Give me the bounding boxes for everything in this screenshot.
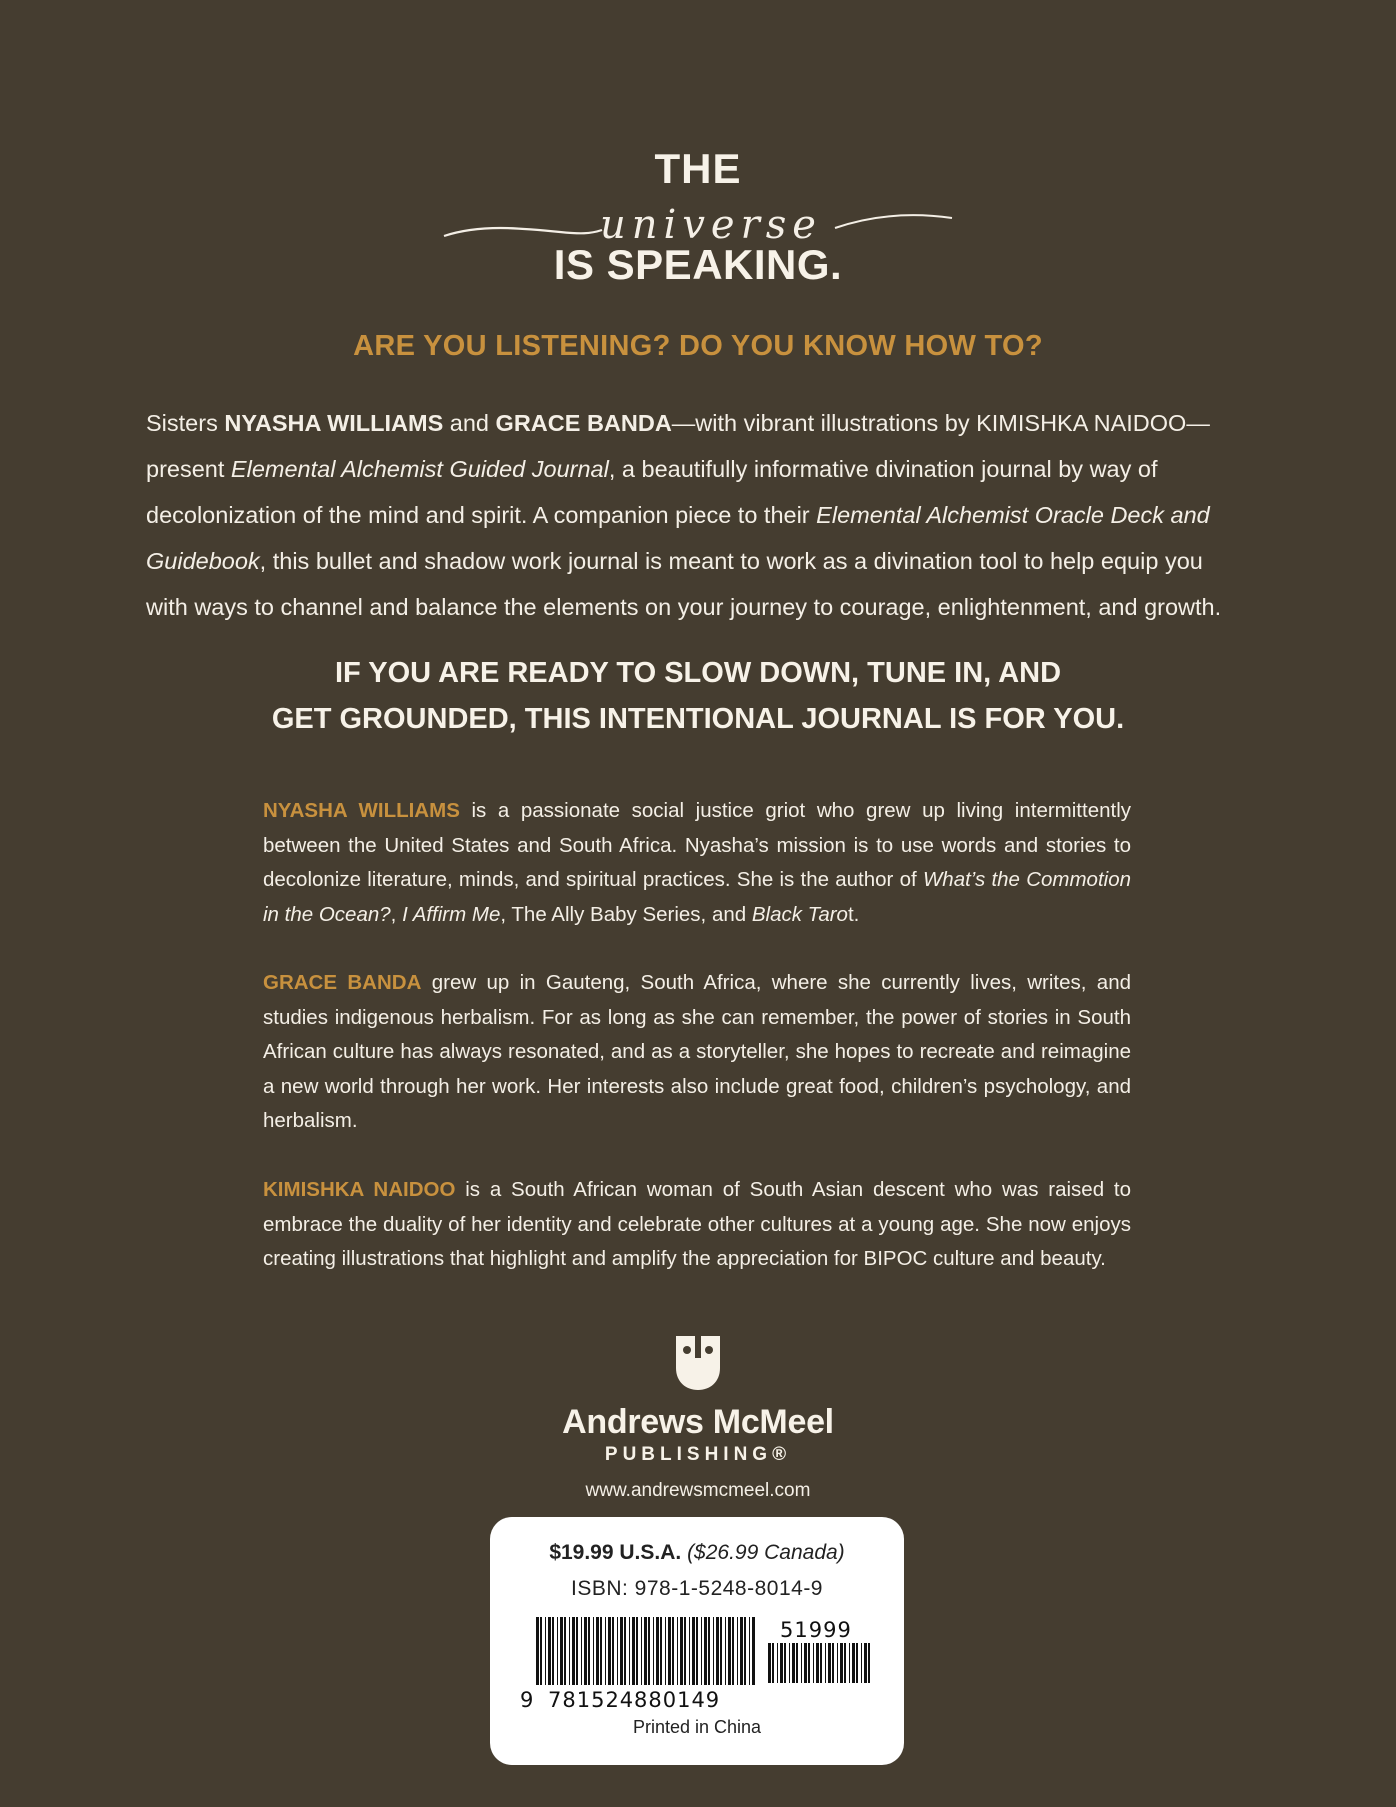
barcode-bar bbox=[668, 1617, 671, 1685]
price: $19.99 U.S.A. ($26.99 Canada) bbox=[549, 1541, 845, 1564]
barcode-bar bbox=[653, 1617, 654, 1685]
publisher-logo-icon bbox=[674, 1334, 722, 1392]
barcode-bar bbox=[832, 1643, 834, 1683]
barcode-bar bbox=[713, 1617, 714, 1685]
barcode-bar bbox=[636, 1617, 638, 1685]
barcode bbox=[490, 1615, 904, 1711]
barcode-digits-left: 781524 bbox=[548, 1688, 635, 1711]
barcode-bar bbox=[584, 1617, 587, 1685]
barcode-bar bbox=[600, 1617, 602, 1685]
title-line-the: THE bbox=[654, 145, 742, 192]
barcode-addon-digits: 51999 bbox=[780, 1618, 852, 1642]
barcode-bar bbox=[629, 1617, 630, 1685]
barcode-bar bbox=[777, 1643, 778, 1683]
title-line-speaking: IS SPEAKING. bbox=[553, 241, 843, 288]
bio-nyasha: NYASHA WILLIAMS is a passionate social justice griot who grew up living intermittently between the United States and South Africa. Nyasha’s mission is to use words and stories to decolonize literature, minds, and spiritual practices. She is the author of What’s the Commotion in the Ocean?, I Affirm Me, The Ally Baby Series, and Black Tarot. bbox=[263, 799, 1132, 926]
bio-kimishka: KIMISHKA NAIDOO is a South African woman of South Asian descent who was raised to embrace the duality of her identity and celebrate other cultures at a young age. She now enjoys creating illustrations that highlight and amplify the appreciation for BIPOC culture and beauty. bbox=[263, 1178, 1132, 1270]
barcode-bar bbox=[660, 1617, 662, 1685]
barcode-bar bbox=[552, 1617, 554, 1685]
barcode-bar bbox=[596, 1617, 599, 1685]
author-name: NYASHA WILLIAMS bbox=[224, 410, 444, 436]
barcode-bar bbox=[789, 1643, 790, 1683]
barcode-bar bbox=[620, 1617, 623, 1685]
barcode-bar bbox=[648, 1617, 650, 1685]
isbn: ISBN: 978-1-5248-8014-9 bbox=[571, 1577, 823, 1600]
barcode-bar bbox=[569, 1617, 570, 1685]
book-title: Elemental Alchemist Oracle Deck and Guidebook bbox=[146, 502, 1210, 574]
barcode-bar bbox=[665, 1617, 666, 1685]
barcode-bar bbox=[708, 1617, 710, 1685]
book-title: Elemental Alchemist Guided Journal bbox=[230, 456, 609, 482]
barcode-bar bbox=[801, 1643, 802, 1683]
barcode-bar bbox=[804, 1643, 807, 1683]
author-name: GRACE BANDA bbox=[495, 410, 672, 436]
barcode-bar bbox=[581, 1617, 582, 1685]
barcode-bar bbox=[837, 1643, 838, 1683]
barcode-digit-first: 9 bbox=[520, 1688, 534, 1711]
barcode-bar bbox=[861, 1643, 862, 1683]
barcode-bar bbox=[716, 1617, 719, 1685]
barcode-bar bbox=[740, 1617, 743, 1685]
barcode-bar bbox=[545, 1617, 546, 1685]
barcode-bar bbox=[576, 1617, 578, 1685]
barcode-bar bbox=[840, 1643, 843, 1683]
barcode-bar bbox=[849, 1643, 850, 1683]
script-flourish bbox=[0, 194, 1396, 256]
barcode-bar bbox=[844, 1643, 846, 1683]
barcode-bar bbox=[536, 1617, 539, 1685]
barcode-bars bbox=[536, 1617, 755, 1685]
barcode-bar bbox=[704, 1617, 707, 1685]
barcode-bar bbox=[701, 1617, 702, 1685]
barcode-bar bbox=[796, 1643, 798, 1683]
barcode-bar bbox=[608, 1617, 611, 1685]
publisher-name: Andrews McMeel bbox=[562, 1403, 834, 1441]
script-word: universe bbox=[600, 202, 822, 248]
barcode-bar bbox=[605, 1617, 606, 1685]
barcode-bar bbox=[548, 1617, 551, 1685]
barcode-bar bbox=[632, 1617, 635, 1685]
barcode-bar bbox=[828, 1643, 831, 1683]
barcode-bar bbox=[644, 1617, 647, 1685]
publisher-url[interactable]: www.andrewsmcmeel.com bbox=[585, 1480, 811, 1501]
barcode-bar bbox=[732, 1617, 734, 1685]
barcode-bar bbox=[641, 1617, 642, 1685]
barcode-bar bbox=[720, 1617, 722, 1685]
barcode-bar bbox=[752, 1617, 755, 1685]
barcode-bar bbox=[816, 1643, 819, 1683]
barcode-bar bbox=[624, 1617, 626, 1685]
barcode-bar bbox=[588, 1617, 590, 1685]
barcode-bar bbox=[749, 1617, 750, 1685]
title-block bbox=[0, 145, 1396, 288]
publisher-subtitle: PUBLISHING® bbox=[604, 1444, 792, 1465]
barcode-bar bbox=[737, 1617, 738, 1685]
barcode-bar bbox=[692, 1617, 695, 1685]
barcode-bar bbox=[868, 1643, 870, 1683]
barcode-sticker bbox=[490, 1517, 904, 1765]
bio-name: GRACE BANDA bbox=[263, 971, 422, 994]
script-universe-lettering bbox=[440, 194, 960, 256]
publisher-block bbox=[0, 1334, 1396, 1502]
barcode-bar bbox=[593, 1617, 594, 1685]
barcode-bar bbox=[780, 1643, 783, 1683]
barcode-bar bbox=[825, 1643, 826, 1683]
callout-statement: IF YOU ARE READY TO SLOW DOWN, TUNE IN, AND GET GROUNDED, THIS INTENTIONAL JOURNAL IS FOR YOU. bbox=[271, 657, 1125, 735]
barcode-bar bbox=[540, 1617, 542, 1685]
barcode-bar bbox=[684, 1617, 686, 1685]
barcode-bar bbox=[768, 1643, 771, 1683]
tagline-question: ARE YOU LISTENING? DO YOU KNOW HOW TO? bbox=[353, 330, 1043, 362]
barcode-digits-right: 880149 bbox=[634, 1688, 721, 1711]
barcode-bar bbox=[808, 1643, 810, 1683]
bio-name: KIMISHKA NAIDOO bbox=[263, 1178, 456, 1201]
barcode-bar bbox=[677, 1617, 678, 1685]
barcode-bar bbox=[784, 1643, 786, 1683]
barcode-bar bbox=[864, 1643, 867, 1683]
barcode-bar bbox=[557, 1617, 558, 1685]
intro-paragraph: Sisters NYASHA WILLIAMS and GRACE BANDA—with vibrant illustrations by KIMISHKA NAIDOO—present Elemental Alchemist Guided Journal, a beautifully informative divination journal by way of decolonization of the mind and spirit. A companion piece to their Elemental Alchemist Oracle Deck and Guidebook, this bullet and shadow work journal is meant to work as a divination tool to help equip you with ways to channel and balance the elements on your journey to courage, enlightenment, and growth. bbox=[146, 410, 1222, 620]
barcode-bar bbox=[617, 1617, 618, 1685]
barcode-bar bbox=[856, 1643, 858, 1683]
barcode-bar bbox=[680, 1617, 683, 1685]
barcode-bar bbox=[744, 1617, 746, 1685]
barcode-bar bbox=[820, 1643, 822, 1683]
barcode-bar bbox=[572, 1617, 575, 1685]
barcode-bar bbox=[656, 1617, 659, 1685]
barcode-bar bbox=[689, 1617, 690, 1685]
printed-in: Printed in China bbox=[632, 1717, 762, 1737]
barcode-bar bbox=[564, 1617, 566, 1685]
barcode-bar bbox=[792, 1643, 795, 1683]
barcode-bar bbox=[772, 1643, 774, 1683]
barcode-bar bbox=[560, 1617, 563, 1685]
barcode-graphic bbox=[490, 1615, 904, 1711]
barcode-bar bbox=[725, 1617, 726, 1685]
barcode-bar bbox=[728, 1617, 731, 1685]
barcode-bar bbox=[813, 1643, 814, 1683]
addon-barcode-bars bbox=[768, 1643, 870, 1683]
barcode-bar bbox=[672, 1617, 674, 1685]
bio-name: NYASHA WILLIAMS bbox=[263, 799, 460, 822]
bio-grace: GRACE BANDA grew up in Gauteng, South Africa, where she currently lives, writes, and studies indigenous herbalism. For as long as she can remember, the power of stories in South African culture has always resonated, and as a storyteller, she hopes to recreate and reimagine a new world through her work. Her interests also include great food, children’s psychology, and herbalism. bbox=[263, 971, 1131, 1132]
barcode-bar bbox=[696, 1617, 698, 1685]
barcode-bar bbox=[612, 1617, 614, 1685]
barcode-bar bbox=[852, 1643, 855, 1683]
